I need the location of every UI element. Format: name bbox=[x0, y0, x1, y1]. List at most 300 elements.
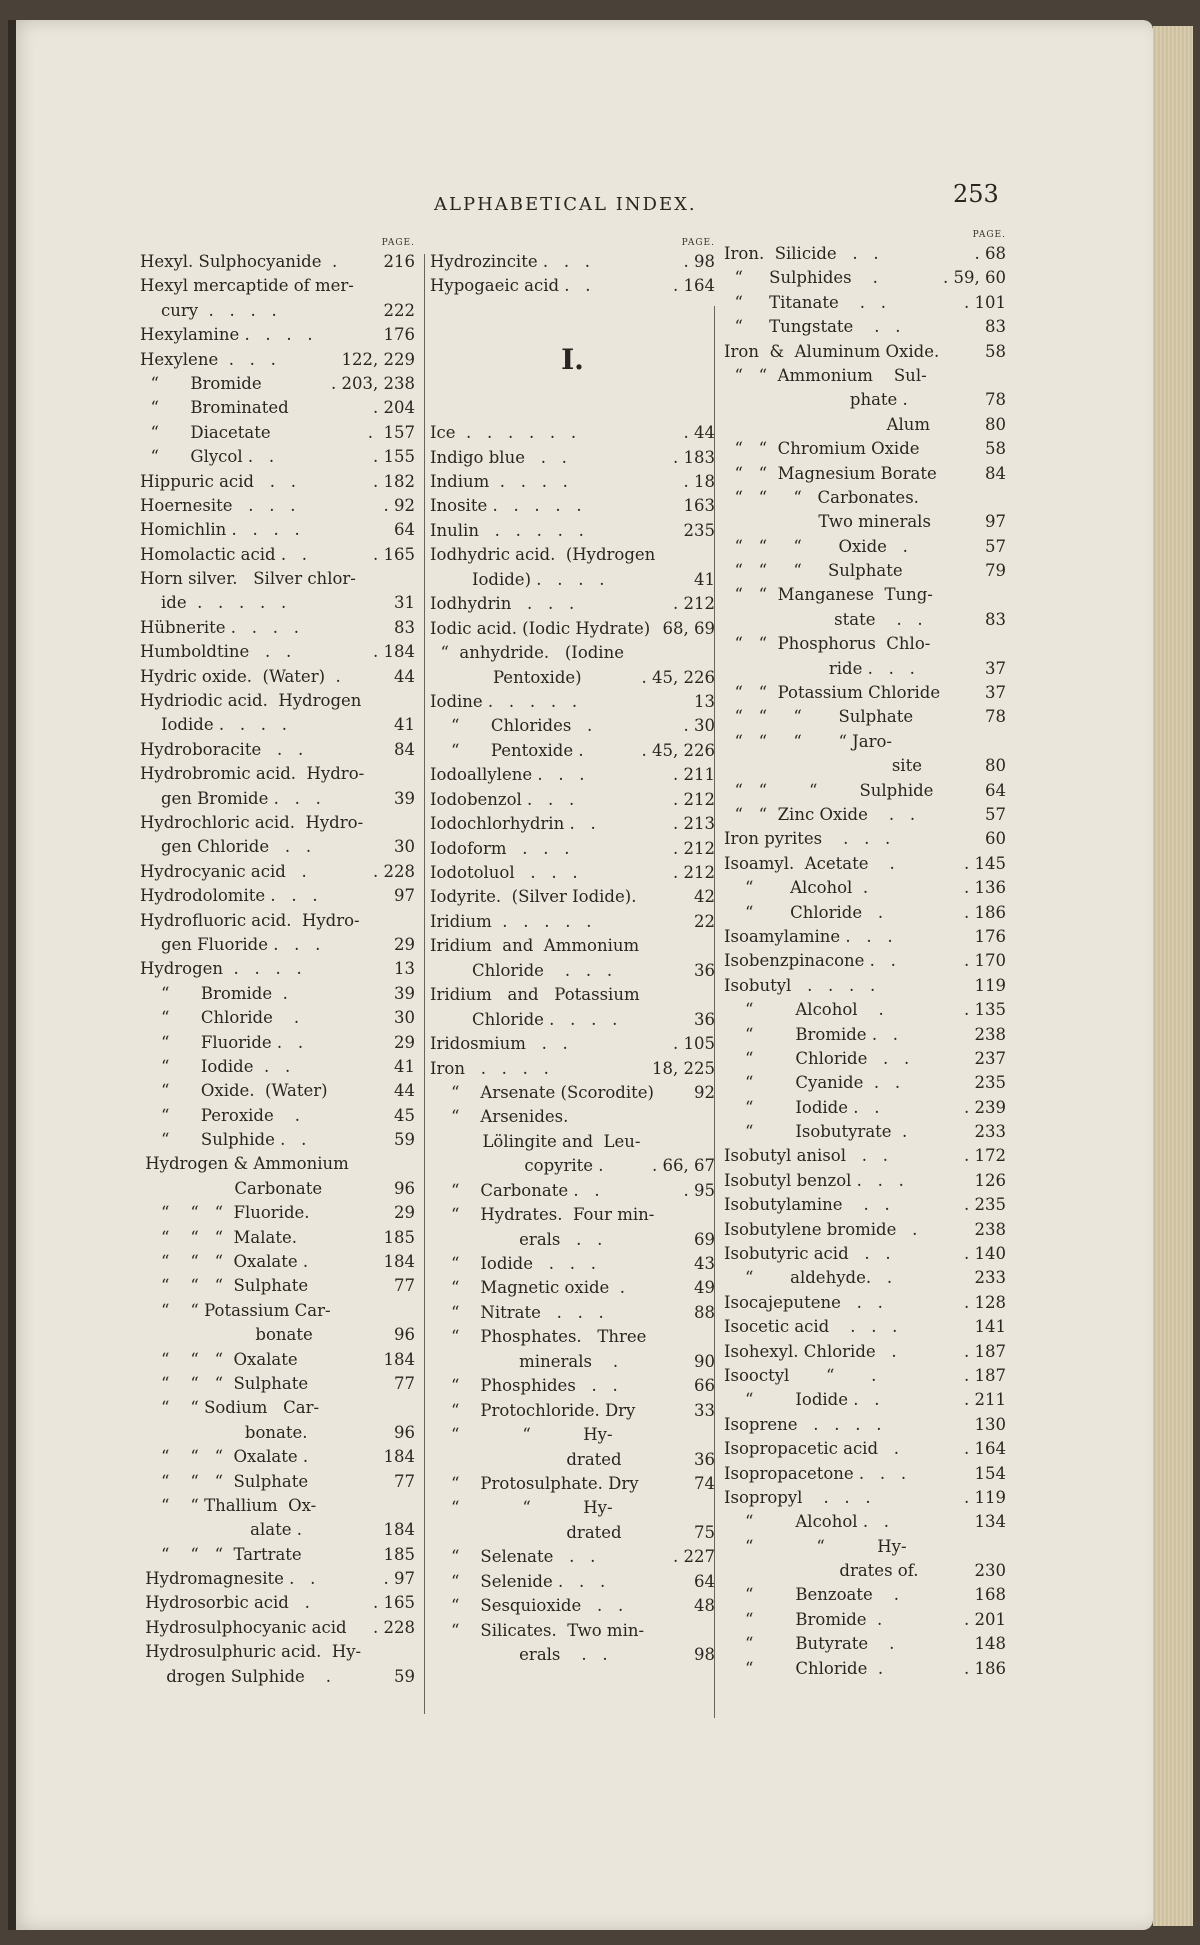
entry-page-ref: 66 bbox=[694, 1376, 715, 1396]
index-entry bbox=[430, 788, 715, 812]
index-entry bbox=[430, 714, 715, 738]
entry-page-ref: 41 bbox=[394, 715, 415, 735]
entry-term: Hydrosulphocyanic acid bbox=[140, 1617, 347, 1637]
index-entry bbox=[724, 705, 1006, 729]
index-entry bbox=[140, 860, 415, 884]
entry-term: ide . . . . . bbox=[140, 593, 287, 613]
index-entry bbox=[430, 421, 715, 445]
entry-term: Iodoform . . . bbox=[430, 838, 570, 858]
entry-page-ref: 36 bbox=[694, 960, 715, 980]
entry-term: alate . bbox=[140, 1520, 302, 1540]
entry-page-ref: . 140 bbox=[964, 1244, 1006, 1264]
entry-page-ref: 238 bbox=[974, 1219, 1006, 1239]
index-entry bbox=[140, 567, 415, 591]
entry-page-ref: 154 bbox=[974, 1463, 1006, 1483]
entry-term: gen Fluoride . . . bbox=[140, 934, 321, 954]
index-entry bbox=[140, 1445, 415, 1469]
entry-page-ref: 75 bbox=[694, 1522, 715, 1542]
index-entry bbox=[430, 1301, 715, 1325]
index-entry bbox=[140, 1201, 415, 1225]
index-entry bbox=[140, 1152, 415, 1176]
entry-term: “ “ “ Tartrate bbox=[140, 1544, 302, 1564]
entry-page-ref: 78 bbox=[985, 707, 1006, 727]
entry-page-ref: 78 bbox=[985, 390, 1006, 410]
entry-term: “ “ “ Oxalate . bbox=[140, 1447, 309, 1467]
entry-term: “ “ Chromium Oxide bbox=[724, 439, 920, 459]
entry-term: Hydromagnesite . . bbox=[140, 1569, 316, 1589]
index-entry bbox=[724, 1096, 1006, 1120]
index-entry bbox=[724, 998, 1006, 1022]
entry-term: drated bbox=[430, 1522, 622, 1542]
entry-term: “ Bromide bbox=[140, 373, 262, 393]
index-entry bbox=[430, 592, 715, 616]
entry-page-ref: 30 bbox=[394, 837, 415, 857]
entry-page-ref: 48 bbox=[694, 1596, 715, 1616]
entry-page-ref: . 228 bbox=[373, 861, 415, 881]
index-entry bbox=[430, 837, 715, 861]
index-entry bbox=[430, 739, 715, 763]
entry-page-ref: . 184 bbox=[373, 642, 415, 662]
index-entry bbox=[140, 762, 415, 786]
index-entry bbox=[430, 1252, 715, 1276]
entry-page-ref: 184 bbox=[383, 1252, 415, 1272]
entry-term: “ “ “ Sulphate bbox=[140, 1471, 309, 1491]
entry-term: drates of. bbox=[724, 1561, 919, 1581]
index-entry bbox=[430, 1203, 715, 1227]
entry-page-ref: 84 bbox=[394, 739, 415, 759]
entry-term: Hydrogen . . . . bbox=[140, 959, 302, 979]
index-entry bbox=[140, 1250, 415, 1274]
entry-page-ref: 119 bbox=[974, 975, 1006, 995]
entry-term: Hydrodolomite . . . bbox=[140, 886, 318, 906]
index-entry bbox=[724, 632, 1006, 656]
index-entry bbox=[140, 787, 415, 811]
entry-term: “ Sulphide . . bbox=[140, 1130, 307, 1150]
entry-page-ref: . 203, 238 bbox=[331, 373, 415, 393]
index-entry bbox=[430, 543, 715, 567]
index-entry bbox=[430, 1008, 715, 1032]
index-entry bbox=[430, 959, 715, 983]
index-entry bbox=[140, 348, 415, 372]
entry-term: Hypogaeic acid . . bbox=[430, 276, 591, 296]
entry-term: Iodyrite. (Silver Iodide). bbox=[430, 887, 637, 907]
entry-term: “ “ “ Carbonates. bbox=[724, 487, 919, 507]
index-entry bbox=[724, 340, 1006, 364]
entry-page-ref: . 105 bbox=[673, 1034, 715, 1054]
page-column-label: PAGE. bbox=[681, 238, 715, 248]
entry-page-ref: 79 bbox=[985, 561, 1006, 581]
index-entry bbox=[430, 1643, 715, 1667]
index-entry bbox=[140, 811, 415, 835]
entry-page-ref: 29 bbox=[394, 1203, 415, 1223]
index-entry bbox=[724, 754, 1006, 778]
index-entry bbox=[140, 1104, 415, 1128]
entry-term: Iodic acid. (Iodic Hydrate) bbox=[430, 618, 651, 638]
index-entry bbox=[140, 470, 415, 494]
index-entry bbox=[140, 1031, 415, 1055]
entry-term: Hydrogen & Ammonium bbox=[140, 1154, 349, 1174]
entry-page-ref: 58 bbox=[985, 439, 1006, 459]
index-entry bbox=[140, 1421, 415, 1445]
entry-term: Hydrofluoric acid. Hydro- bbox=[140, 910, 360, 930]
entry-page-ref: . 186 bbox=[964, 1658, 1006, 1678]
entry-page-ref: . 211 bbox=[673, 765, 715, 785]
entry-page-ref: 126 bbox=[974, 1170, 1006, 1190]
index-entry bbox=[430, 1179, 715, 1203]
entry-page-ref: . 165 bbox=[373, 1593, 415, 1613]
entry-page-ref: 176 bbox=[974, 926, 1006, 946]
index-entry bbox=[140, 957, 415, 981]
index-entry bbox=[724, 291, 1006, 315]
entry-term: copyrite . bbox=[430, 1156, 604, 1176]
index-entry bbox=[724, 315, 1006, 339]
index-entry bbox=[430, 470, 715, 494]
index-entry bbox=[140, 543, 415, 567]
entry-page-ref: 96 bbox=[394, 1178, 415, 1198]
index-entry bbox=[430, 1399, 715, 1423]
index-entry bbox=[430, 1521, 715, 1545]
entry-term: “ aldehyde. . bbox=[724, 1268, 893, 1288]
entry-page-ref: . 92 bbox=[383, 495, 415, 515]
index-entry bbox=[140, 1226, 415, 1250]
entry-term: “ Iodide . . bbox=[140, 1056, 291, 1076]
entry-term: Isocajeputene . . bbox=[724, 1292, 883, 1312]
entry-page-ref: . 157 bbox=[367, 422, 415, 442]
entry-term: Iridium and Potassium bbox=[430, 985, 640, 1005]
entry-term: “ Sulphides . bbox=[724, 268, 878, 288]
index-entry bbox=[430, 274, 715, 298]
entry-page-ref: . 97 bbox=[383, 1569, 415, 1589]
entry-page-ref: 77 bbox=[394, 1373, 415, 1393]
index-entry bbox=[140, 1128, 415, 1152]
index-entry bbox=[140, 738, 415, 762]
index-entry bbox=[430, 1228, 715, 1252]
entry-term: Hydrosorbic acid . bbox=[140, 1593, 310, 1613]
entry-term: “ Nitrate . . . bbox=[430, 1302, 604, 1322]
index-entry bbox=[724, 1242, 1006, 1266]
entry-page-ref: 216 bbox=[383, 252, 415, 271]
index-entry bbox=[724, 1120, 1006, 1144]
entry-term: Pentoxide) bbox=[430, 667, 582, 687]
index-entry bbox=[724, 779, 1006, 803]
entry-term: Hydrochloric acid. Hydro- bbox=[140, 812, 364, 832]
entry-page-ref: 41 bbox=[694, 569, 715, 589]
index-entry bbox=[430, 1325, 715, 1349]
entry-page-ref: 57 bbox=[985, 804, 1006, 824]
entry-term: “ Sesquioxide . . bbox=[430, 1596, 624, 1616]
entry-page-ref: 29 bbox=[394, 934, 415, 954]
entry-term: “ “ Hy- bbox=[430, 1425, 613, 1445]
index-entry bbox=[724, 364, 1006, 388]
running-header: ALPHABETICAL INDEX. bbox=[434, 194, 697, 215]
index-entry bbox=[724, 1340, 1006, 1364]
index-entry bbox=[140, 1665, 415, 1689]
index-entry bbox=[140, 713, 415, 737]
entry-page-ref: 13 bbox=[394, 959, 415, 979]
index-entry bbox=[724, 1218, 1006, 1242]
index-entry bbox=[430, 1032, 715, 1056]
index-entry bbox=[724, 803, 1006, 827]
index-entry bbox=[140, 884, 415, 908]
entry-term: phate . bbox=[724, 390, 908, 410]
entry-term: Inulin . . . . . bbox=[430, 520, 584, 540]
index-entry bbox=[724, 242, 1006, 266]
entry-term: “ “ “ Oxalate . bbox=[140, 1252, 309, 1272]
index-entry bbox=[430, 934, 715, 958]
entry-term: “ “ Hy- bbox=[430, 1498, 613, 1518]
entry-term: “ Protochloride. Dry bbox=[430, 1400, 636, 1420]
entry-term: Isobutyl . . . . bbox=[724, 975, 876, 995]
entry-term: Isocetic acid . . . bbox=[724, 1317, 898, 1337]
entry-term: Iodine . . . . . bbox=[430, 691, 578, 711]
entry-term: “ Alcohol . bbox=[724, 1000, 884, 1020]
entry-term: “ “ “ “ Jaro- bbox=[724, 731, 892, 751]
entry-page-ref: 83 bbox=[985, 317, 1006, 337]
index-entry bbox=[724, 827, 1006, 851]
index-entry bbox=[430, 861, 715, 885]
entry-page-ref: 77 bbox=[394, 1276, 415, 1296]
entry-term: “ Arsenides. bbox=[430, 1107, 569, 1127]
entry-term: Indigo blue . . bbox=[430, 447, 567, 467]
page-edges bbox=[1153, 26, 1193, 1926]
index-entry bbox=[724, 1364, 1006, 1388]
entry-term: minerals . bbox=[430, 1351, 619, 1371]
index-entry bbox=[724, 1559, 1006, 1583]
entry-page-ref: . 228 bbox=[373, 1617, 415, 1637]
entry-page-ref: 96 bbox=[394, 1325, 415, 1345]
entry-term: cury . . . . bbox=[140, 300, 277, 320]
entry-page-ref: . 136 bbox=[964, 878, 1006, 898]
index-entry bbox=[430, 885, 715, 909]
entry-term: “ Hydrates. Four min- bbox=[430, 1205, 655, 1225]
entry-page-ref: . 172 bbox=[964, 1146, 1006, 1166]
index-entry bbox=[140, 518, 415, 542]
entry-page-ref: 49 bbox=[694, 1278, 715, 1298]
entry-term: “ “ “ Sulphide bbox=[724, 780, 934, 800]
index-entry bbox=[430, 617, 715, 641]
entry-term: “ Iodide . . bbox=[724, 1390, 880, 1410]
page-column-label: PAGE. bbox=[381, 238, 415, 248]
entry-term: ride . . . bbox=[724, 658, 915, 678]
entry-term: Indium . . . . bbox=[430, 472, 568, 491]
index-entry bbox=[724, 1315, 1006, 1339]
entry-page-ref: 97 bbox=[394, 886, 415, 906]
entry-page-ref: 29 bbox=[394, 1032, 415, 1052]
entry-term: “ anhydride. (Iodine bbox=[430, 643, 624, 663]
index-entry bbox=[140, 640, 415, 664]
entry-term: Isooctyl “ . bbox=[724, 1365, 877, 1385]
entry-term: gen Chloride . . bbox=[140, 837, 312, 857]
index-entry bbox=[724, 413, 1006, 437]
entry-term: Iron & Aluminum Oxide. bbox=[724, 341, 940, 361]
entry-term: Iron . . . . bbox=[430, 1058, 549, 1078]
index-entry bbox=[140, 1323, 415, 1347]
entry-page-ref: 41 bbox=[394, 1056, 415, 1076]
entry-page-ref: . 68 bbox=[974, 244, 1006, 263]
index-entry bbox=[724, 1510, 1006, 1534]
entry-page-ref: . 30 bbox=[683, 716, 715, 736]
entry-term: Horn silver. Silver chlor- bbox=[140, 569, 356, 589]
index-entry bbox=[140, 909, 415, 933]
entry-page-ref: 88 bbox=[694, 1302, 715, 1322]
index-entry bbox=[724, 437, 1006, 461]
entry-term: Hydric oxide. (Water) . bbox=[140, 666, 341, 686]
entry-term: bonate. bbox=[140, 1422, 308, 1442]
entry-term: Alum bbox=[724, 414, 931, 434]
entry-term: “ “ “ Sulphate bbox=[140, 1276, 309, 1296]
index-entry bbox=[140, 1494, 415, 1518]
entry-term: “ Iodide . . . bbox=[430, 1254, 596, 1273]
index-entry bbox=[430, 250, 715, 274]
entry-term: Iodoallylene . . . bbox=[430, 765, 585, 785]
entry-page-ref: 185 bbox=[383, 1544, 415, 1564]
entry-term: “ Bromide . . bbox=[724, 1024, 899, 1044]
entry-page-ref: . 183 bbox=[673, 447, 715, 467]
index-entry bbox=[724, 657, 1006, 681]
entry-term: site bbox=[724, 756, 922, 776]
entry-term: “ Cyanide . . bbox=[724, 1073, 901, 1093]
entry-page-ref: 92 bbox=[694, 1082, 715, 1102]
entry-term: “ “ “ Fluoride. bbox=[140, 1203, 310, 1223]
entry-term: Hydrocyanic acid . bbox=[140, 861, 307, 881]
index-entry bbox=[724, 1583, 1006, 1607]
entry-page-ref: 185 bbox=[383, 1227, 415, 1247]
index-entry bbox=[430, 1154, 715, 1178]
entry-page-ref: . 59, 60 bbox=[943, 268, 1006, 288]
entry-term: Iodhydric acid. (Hydrogen bbox=[430, 545, 656, 565]
index-entry bbox=[724, 974, 1006, 998]
index-entry bbox=[724, 730, 1006, 754]
entry-page-ref: . 211 bbox=[964, 1390, 1006, 1410]
index-entry bbox=[430, 1448, 715, 1472]
entry-page-ref: . 45, 226 bbox=[641, 740, 715, 760]
entry-page-ref: 83 bbox=[394, 617, 415, 637]
entry-term: Homolactic acid . . bbox=[140, 544, 308, 564]
index-entry bbox=[140, 1543, 415, 1567]
entry-term: “ Chloride . . bbox=[724, 1048, 910, 1068]
entry-term: Isobutyl anisol . . bbox=[724, 1146, 888, 1166]
index-entry bbox=[140, 445, 415, 469]
entry-page-ref: 130 bbox=[974, 1414, 1006, 1434]
index-entry bbox=[140, 1055, 415, 1079]
entry-page-ref: . 227 bbox=[673, 1547, 715, 1567]
entry-term: Isoprene . . . . bbox=[724, 1414, 882, 1434]
entry-page-ref: . 66, 67 bbox=[652, 1156, 715, 1176]
entry-page-ref: . 187 bbox=[964, 1341, 1006, 1361]
entry-page-ref: . 212 bbox=[673, 594, 715, 614]
entry-term: “ “ Potassium Car- bbox=[140, 1300, 331, 1320]
entry-term: “ Fluoride . . bbox=[140, 1032, 304, 1052]
index-entry bbox=[724, 510, 1006, 534]
entry-term: “ Chloride . bbox=[724, 902, 884, 922]
index-entry bbox=[140, 494, 415, 518]
index-entry bbox=[140, 689, 415, 713]
entry-term: erals . . bbox=[430, 1645, 608, 1664]
index-entry bbox=[724, 462, 1006, 486]
entry-page-ref: . 45, 226 bbox=[641, 667, 715, 687]
entry-page-ref: 39 bbox=[394, 983, 415, 1003]
entry-term: “ Peroxide . bbox=[140, 1105, 300, 1125]
index-entry bbox=[724, 1657, 1006, 1681]
book-gutter bbox=[8, 20, 16, 1930]
index-entry bbox=[140, 372, 415, 396]
index-entry bbox=[724, 852, 1006, 876]
entry-page-ref: 184 bbox=[383, 1520, 415, 1540]
entry-term: “ Arsenate (Scorodite) bbox=[430, 1082, 654, 1102]
entry-page-ref: 44 bbox=[394, 1081, 415, 1101]
entry-term: “ “ Hy- bbox=[724, 1536, 907, 1556]
entry-page-ref: 74 bbox=[694, 1473, 715, 1493]
entry-page-ref: . 212 bbox=[673, 789, 715, 809]
entry-term: Iron. Silicide . . bbox=[724, 244, 879, 263]
entry-term: “ Butyrate . bbox=[724, 1634, 895, 1654]
index-entry bbox=[724, 608, 1006, 632]
entry-term: “ Silicates. Two min- bbox=[430, 1620, 645, 1640]
index-entry bbox=[140, 835, 415, 859]
entry-page-ref: 163 bbox=[683, 496, 715, 516]
index-entry bbox=[430, 910, 715, 934]
entry-term: Iodide . . . . bbox=[140, 715, 288, 735]
index-entry bbox=[724, 486, 1006, 510]
index-entry bbox=[724, 1388, 1006, 1412]
entry-page-ref: . 128 bbox=[964, 1292, 1006, 1312]
entry-page-ref: . 135 bbox=[964, 1000, 1006, 1020]
entry-term: “ Brominated bbox=[140, 398, 289, 418]
index-column-2 bbox=[430, 236, 715, 1667]
entry-page-ref: . 170 bbox=[964, 951, 1006, 971]
entry-term: Inosite . . . . . bbox=[430, 496, 582, 516]
index-entry bbox=[724, 1023, 1006, 1047]
entry-term: state . . bbox=[724, 609, 923, 629]
entry-term: Homichlin . . . . bbox=[140, 520, 300, 540]
entry-term: Iodobenzol . . . bbox=[430, 789, 575, 809]
entry-term: “ Isobutyrate . bbox=[724, 1122, 908, 1142]
index-entry bbox=[430, 1276, 715, 1300]
index-entry bbox=[724, 1608, 1006, 1632]
index-entry bbox=[724, 1632, 1006, 1656]
entry-page-ref: 134 bbox=[974, 1512, 1006, 1532]
entry-term: Hydriodic acid. Hydrogen bbox=[140, 691, 362, 711]
index-entry bbox=[140, 1518, 415, 1542]
entry-page-ref: 83 bbox=[985, 609, 1006, 629]
index-entry bbox=[430, 568, 715, 592]
entry-term: Isoamylamine . . . bbox=[724, 926, 893, 946]
entry-page-ref: . 212 bbox=[673, 838, 715, 858]
entry-term: “ Alcohol . bbox=[724, 878, 869, 898]
entry-term: “ Alcohol . . bbox=[724, 1512, 890, 1532]
index-entry bbox=[140, 250, 415, 274]
entry-page-ref: 13 bbox=[694, 691, 715, 711]
index-entry bbox=[140, 1372, 415, 1396]
entry-term: “ “ Manganese Tung- bbox=[724, 585, 933, 605]
index-entry bbox=[140, 665, 415, 689]
entry-term: “ “ “ Malate. bbox=[140, 1227, 297, 1247]
index-column-1 bbox=[140, 236, 415, 1689]
index-entry bbox=[140, 421, 415, 445]
index-entry bbox=[430, 1594, 715, 1618]
entry-term: “ Benzoate . bbox=[724, 1585, 899, 1605]
entry-term: “ “ Ammonium Sul- bbox=[724, 365, 927, 385]
index-entry bbox=[140, 1348, 415, 1372]
entry-term: Isopropyl . . . bbox=[724, 1487, 871, 1507]
index-entry bbox=[430, 1496, 715, 1520]
entry-term: “ “ Magnesium Borate bbox=[724, 463, 937, 483]
index-entry bbox=[430, 1472, 715, 1496]
entry-page-ref: 33 bbox=[694, 1400, 715, 1420]
entry-term: “ Protosulphate. Dry bbox=[430, 1473, 639, 1493]
entry-page-ref: 184 bbox=[383, 1349, 415, 1369]
entry-term: Lölingite and Leu- bbox=[430, 1131, 641, 1151]
